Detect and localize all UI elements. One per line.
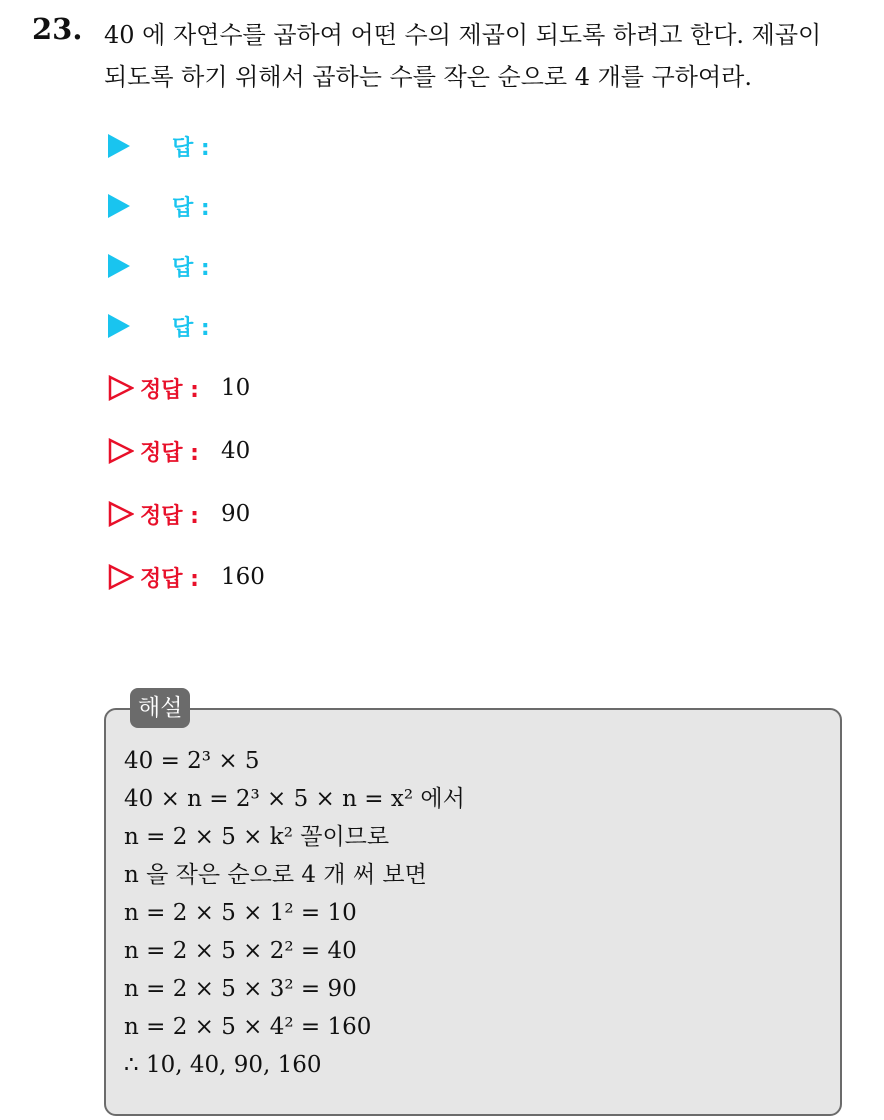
answer-slot[interactable] xyxy=(108,188,210,224)
outline-arrow-icon xyxy=(108,501,134,527)
play-arrow-icon xyxy=(108,314,130,338)
correct-answer-value: 160 xyxy=(220,564,265,590)
play-arrow-icon xyxy=(108,194,130,218)
solution-content xyxy=(124,742,465,1084)
correct-answer-label: 정답 : xyxy=(140,377,199,403)
correct-answer-label: 정답 : xyxy=(140,503,199,529)
solution-line: n = 2 × 5 × 2² = 40 xyxy=(124,938,357,964)
solution-line: ∴ 10, 40, 90, 160 xyxy=(124,1052,322,1078)
answer-slot[interactable] xyxy=(108,308,210,344)
play-arrow-icon xyxy=(108,254,130,278)
question-number: 23. xyxy=(32,12,83,46)
solution-line: n = 2 × 5 × 4² = 160 xyxy=(124,1014,372,1040)
outline-arrow-icon xyxy=(108,375,134,401)
solution-line: n = 2 × 5 × k² 꼴이므로 xyxy=(124,824,390,850)
solution-line: 40 = 2³ × 5 xyxy=(124,748,260,774)
question-text xyxy=(104,14,864,98)
answer-slot[interactable] xyxy=(108,128,210,164)
correct-answer-row xyxy=(108,496,250,532)
outline-arrow-icon xyxy=(108,564,134,590)
correct-answer-value: 90 xyxy=(220,501,251,527)
correct-answer-label: 정답 : xyxy=(140,440,199,466)
solution-line: 40 × n = 2³ × 5 × n = x² 에서 xyxy=(124,786,465,812)
correct-answer-label: 정답 : xyxy=(140,566,199,592)
solution-line: n = 2 × 5 × 3² = 90 xyxy=(124,976,357,1002)
answer-label: 답 : xyxy=(172,195,210,221)
correct-answer-row xyxy=(108,370,250,406)
question-line-2: 되도록 하기 위해서 곱하는 수를 작은 순으로 4 개를 구하여라. xyxy=(104,63,752,91)
answer-label: 답 : xyxy=(172,255,210,281)
correct-answer-row xyxy=(108,433,250,469)
play-arrow-icon xyxy=(108,134,130,158)
answer-slot[interactable] xyxy=(108,248,210,284)
solution-line: n = 2 × 5 × 1² = 10 xyxy=(124,900,357,926)
correct-answer-row xyxy=(108,559,265,595)
outline-arrow-icon xyxy=(108,438,134,464)
question-line-1: 40 에 자연수를 곱하여 어떤 수의 제곱이 되도록 하려고 한다. 제곱이 xyxy=(104,21,822,49)
correct-answer-value: 10 xyxy=(220,375,251,401)
correct-answer-value: 40 xyxy=(220,438,251,464)
answer-label: 답 : xyxy=(172,135,210,161)
solution-line: n 을 작은 순으로 4 개 써 보면 xyxy=(124,862,427,888)
answer-label: 답 : xyxy=(172,315,210,341)
solution-tag: 해설 xyxy=(130,688,190,728)
